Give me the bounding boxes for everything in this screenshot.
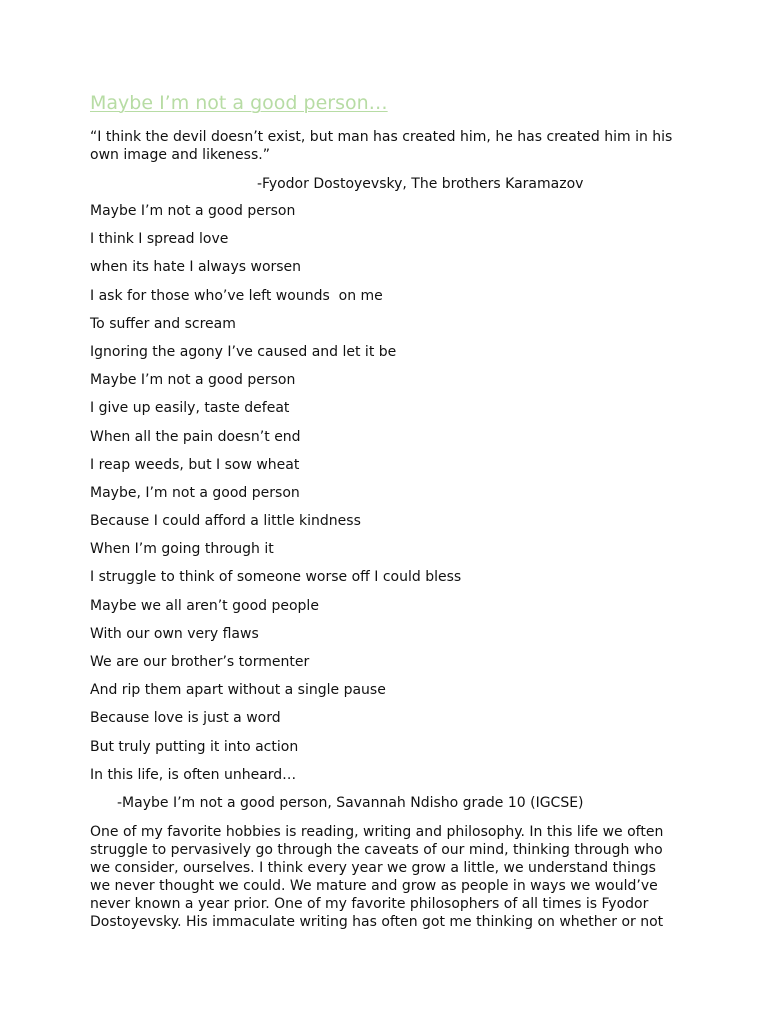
poem-line: I ask for those who’ve left wounds on me [90,287,383,304]
epigraph-attribution: -Fyodor Dostoyevsky, The brothers Karamazov [257,176,584,192]
poem [90,202,461,794]
poem-line: Maybe we all aren’t good people [90,597,319,614]
poem-line: We are our brother’s tormenter [90,654,310,670]
document-title: Maybe I’m not a good person… [90,92,388,114]
poem-line: To suffer and scream [90,315,236,332]
essay-paragraph: One of my favorite hobbies is reading, writing and philosophy. In this life we often struggle to pervasively go through the caveats of our mind, thinking through who we consider, ourselves. I think every year we grow a little, we understand things we never thought we could. We mature and grow as people in ways we would’ve never known a year prior. One of my favorite philosophers of all times is Fyodor Dostoyevsky. His immaculate writing has often got me thinking on whether or not [90,824,664,930]
poem-line: And rip them apart without a single pause [90,682,386,699]
poem-line: I give up easily, taste defeat [90,400,290,417]
poem-line: Maybe, I’m not a good person [90,484,300,501]
poem-line: I struggle to think of someone worse off I could bless [90,569,462,586]
poem-line: Maybe I’m not a good person [90,372,296,389]
poem-line: When I’m going through it [90,541,274,558]
poem-line: When all the pain doesn’t end [90,428,301,445]
poem-signature: -Maybe I’m not a good person, Savannah Ndisho grade 10 (IGCSE) [117,795,584,811]
epigraph-quote: “I think the devil doesn’t exist, but man has created him, he has created him in his own image and likeness.” [90,129,673,163]
poem-line: But truly putting it into action [90,738,299,755]
poem-line: Maybe I’m not a good person [90,203,296,219]
poem-line: Because I could afford a little kindness [90,513,361,530]
poem-line: when its hate I always worsen [90,259,302,276]
poem-line: I reap weeds, but I sow wheat [90,456,300,473]
poem-line: With our own very flaws [90,625,259,642]
poem-line: I think I spread love [90,231,229,248]
poem-line: Because love is just a word [90,710,281,727]
poem-line: In this life, is often unheard… [90,766,297,783]
poem-line: Ignoring the agony I’ve caused and let it be [90,343,397,360]
